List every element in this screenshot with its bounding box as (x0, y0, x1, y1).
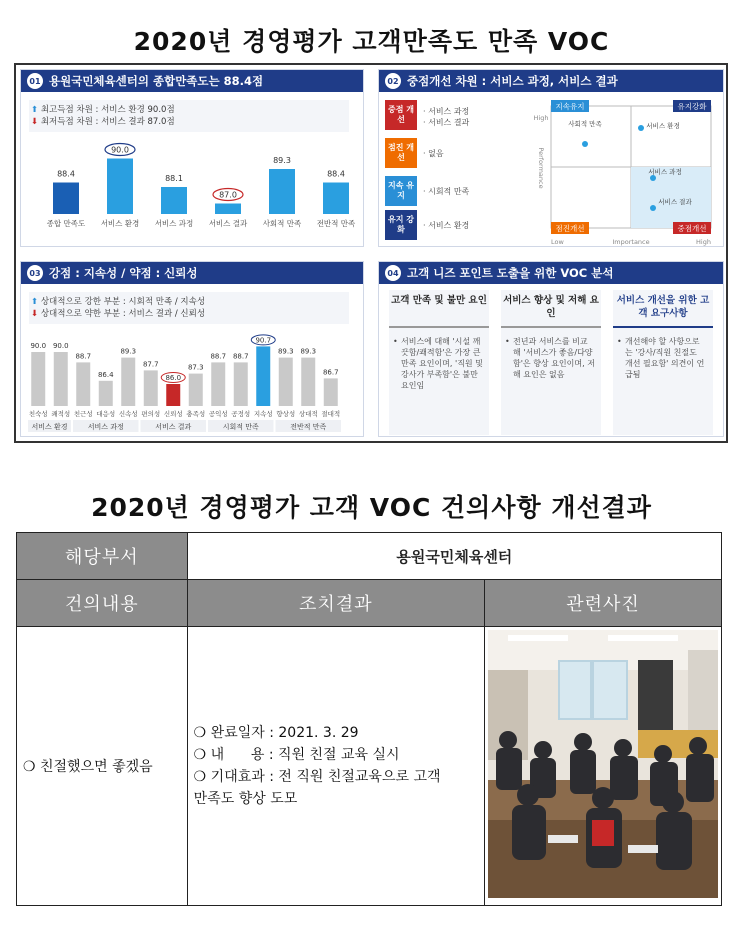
importance-performance-matrix (529, 96, 719, 246)
category-label: 종합 만족도 (46, 219, 86, 228)
x-low-label: Low (551, 238, 564, 246)
bar (166, 384, 180, 406)
bar (189, 374, 203, 406)
bar-value-label: 89.3 (277, 347, 294, 356)
legend-low: ⬇ 상대적으로 약한 부분 : 서비스 결과 / 신뢰성 (31, 309, 206, 319)
priority-label-focus: 중점 개선 (385, 100, 417, 130)
bar (279, 358, 293, 406)
bar (121, 358, 135, 406)
panel-priority-improvement (378, 69, 724, 247)
point-service-result (650, 205, 656, 211)
category-label: 편의성 (141, 410, 161, 418)
bar-value-label: 90.0 (30, 342, 47, 350)
y-high-label: High (533, 114, 549, 122)
bar (323, 183, 349, 215)
header-request: 건의내용 (17, 580, 188, 627)
panel-heading: 강점 : 지속성 / 약점 : 신뢰성 (49, 266, 198, 280)
bar (215, 204, 241, 215)
category-label: 향상성 (276, 410, 296, 418)
point-label-process: 서비스 과정 (648, 168, 682, 176)
action-line-content: ❍ 내 용 : 직원 친절 교육 실시 (193, 747, 400, 763)
category-label: 서비스 결과 (208, 219, 248, 228)
priority-label-maintain: 지속 유지 (385, 176, 417, 206)
bar-value-label: 88.7 (210, 352, 227, 361)
voc-column-heading: 서비스 향상 및 저해 요인 (501, 290, 601, 328)
bar-value-label: 90.7 (255, 336, 272, 345)
bar-value-label: 89.3 (120, 347, 137, 356)
bar-value-label: 88.7 (75, 352, 92, 361)
bar (31, 352, 45, 406)
group-label: 시회적 만족 (222, 423, 259, 431)
panel-number: 03 (27, 265, 43, 281)
group-label: 서비스 결과 (155, 423, 192, 431)
category-label: 공익성 (208, 410, 228, 418)
quadrant-strengthen-label: 유지강화 (677, 102, 707, 111)
point-label-result: 서비스 결과 (658, 198, 692, 206)
group-label: 전반적 만족 (290, 423, 327, 431)
bar (53, 183, 79, 215)
arrow-up-icon: ⬆ (31, 105, 39, 115)
voc-column-text: • 전년과 서비스를 비교해 '서비스가 좋음/다양함'은 향상 요인이며, 저해 요인은 없음 (501, 328, 601, 380)
bar-value-label: 86.4 (97, 370, 114, 379)
panel-overall-satisfaction (20, 69, 364, 247)
bar (99, 381, 113, 406)
bar (54, 352, 68, 406)
priority-items-strengthen: · 서비스 환경 (423, 221, 470, 230)
category-label: 사회적 만족 (262, 219, 302, 228)
page-title-bottom: 2020년 경영평가 고객 VOC 건의사항 개선결과 (91, 493, 652, 522)
header-photo: 관련사진 (484, 580, 721, 627)
bar-value-label: 86.7 (322, 368, 339, 377)
voc-column-heading: 서비스 개선을 위한 고객 요구사항 (613, 290, 713, 328)
quadrant-focus-label: 중점개선 (677, 224, 707, 233)
page-title-top: 2020년 경영평가 고객만족도 만족 VOC (133, 27, 610, 56)
panel-strength-weakness (20, 261, 364, 437)
bar-value-label: 86.0 (165, 374, 182, 382)
voc-column-requirements (613, 290, 713, 435)
training-session-photo (488, 630, 718, 898)
category-label: 신속성 (118, 410, 138, 418)
voc-column-text: • 서비스에 대해 '시설 깨끗함/쾌적함'은 가장 큰 만족 요인이며, '직원 및 강사가 부족함'은 불만 요인임 (389, 328, 489, 391)
group-label: 서비스 과정 (87, 423, 124, 431)
voc-result-table (16, 532, 722, 906)
category-label: 상대적 (298, 410, 318, 418)
quadrant-maintain-label: 지속유지 (555, 102, 585, 111)
bar-value-label: 90.0 (52, 342, 69, 350)
bar-value-label: 89.3 (300, 347, 317, 356)
bar (211, 362, 225, 406)
x-high-label: High (696, 238, 711, 246)
bar-value-label: 88.4 (327, 169, 345, 179)
panel-number: 02 (385, 73, 401, 89)
arrow-down-icon: ⬇ (31, 117, 39, 127)
priority-items-focus: · 서비스 과정 · 서비스 결과 (423, 107, 470, 127)
priority-items-maintain: · 시회적 만족 (423, 187, 470, 196)
point-service-environment (638, 125, 644, 131)
legend-high: ⬆ 최고득점 차원 : 서비스 환경 90.0점 (31, 105, 175, 115)
category-label: 서비스 과정 (154, 219, 194, 228)
action-result (187, 627, 484, 906)
y-axis-label: Performance (537, 147, 545, 189)
legend-high: ⬆ 상대적으로 강한 부분 : 시회적 만족 / 지속성 (31, 297, 206, 307)
arrow-down-icon: ⬇ (31, 309, 39, 319)
bar (234, 362, 248, 406)
category-label: 친숙성 (28, 410, 48, 418)
header-department: 해당부서 (17, 533, 188, 580)
related-photo-cell (484, 627, 721, 906)
voc-column-satisfaction (389, 290, 489, 435)
voc-column-improvement (501, 290, 601, 435)
bar (301, 358, 315, 406)
category-label: 공정성 (231, 410, 251, 418)
bar-value-label: 88.7 (232, 352, 249, 361)
panel-number: 01 (27, 73, 43, 89)
panel-number: 04 (385, 265, 401, 281)
bar-value-label: 87.7 (142, 360, 159, 369)
point-label-social: 사회적 만족 (568, 120, 602, 128)
department-value: 용원국민체육센터 (187, 533, 721, 580)
panel-voc-analysis (378, 261, 724, 437)
priority-items-gradual: · 없음 (423, 149, 444, 158)
category-label: 신뢰성 (163, 410, 183, 418)
panel-heading: 고객 니즈 포인트 도출을 위한 VOC 분석 (407, 266, 614, 280)
bar-value-label: 90.0 (111, 145, 129, 155)
legend-low: ⬇ 최저득점 차원 : 서비스 결과 87.0점 (31, 117, 175, 127)
bar (107, 159, 133, 215)
bar-value-label: 87.3 (187, 363, 204, 372)
voc-column-text: • 개선해야 할 사항으로는 '강사/직원 친절도 개선 필요함' 의견이 언급됨 (613, 328, 713, 380)
bar (324, 378, 338, 406)
overall-satisfaction-bar-chart (21, 136, 365, 246)
category-label: 쾌적성 (51, 410, 71, 418)
point-label-environment: 서비스 환경 (646, 122, 680, 130)
action-line-date: ❍ 완료일자 : 2021. 3. 29 (193, 725, 359, 741)
quadrant-gradual-label: 점진개선 (555, 224, 585, 233)
priority-label-strengthen: 유지 강화 (385, 210, 417, 240)
group-label: 서비스 환경 (31, 423, 68, 431)
panel-heading: 용원국민체육센터의 종합만족도는 88.4점 (49, 74, 264, 88)
header-action: 조치결과 (187, 580, 484, 627)
action-line-effect-cont: 만족도 향상 도모 (193, 791, 298, 807)
request-content: ❍ 친절했으면 좋겠음 (17, 627, 188, 906)
x-axis-label: Importance (612, 238, 650, 246)
category-label: 지속성 (253, 410, 273, 418)
bar (76, 362, 90, 406)
category-label: 충족성 (186, 410, 206, 418)
category-label: 대응성 (96, 410, 116, 418)
priority-label-gradual: 점진 개선 (385, 138, 417, 168)
category-label: 절대적 (321, 410, 341, 418)
category-label: 전반적 만족 (316, 219, 356, 228)
bar-value-label: 87.0 (219, 190, 237, 200)
bar (144, 370, 158, 406)
arrow-up-icon: ⬆ (31, 297, 39, 307)
bar-value-label: 88.1 (165, 174, 183, 183)
category-label: 서비스 환경 (100, 219, 140, 228)
survey-report-image (14, 63, 728, 443)
bar-value-label: 89.3 (273, 156, 291, 165)
attribute-bar-chart (21, 326, 365, 436)
action-line-effect: ❍ 기대효과 : 전 직원 친절교육으로 고객 (193, 769, 441, 785)
category-label: 친근성 (73, 410, 93, 418)
bar-value-label: 88.4 (57, 169, 75, 179)
bar (256, 346, 270, 406)
panel-heading: 중점개선 차원 : 서비스 과정, 서비스 결과 (407, 74, 618, 88)
point-social-satisfaction (582, 141, 588, 147)
bar (269, 169, 295, 214)
voc-column-heading: 고객 만족 및 불만 요인 (389, 290, 489, 328)
bar (161, 187, 187, 214)
